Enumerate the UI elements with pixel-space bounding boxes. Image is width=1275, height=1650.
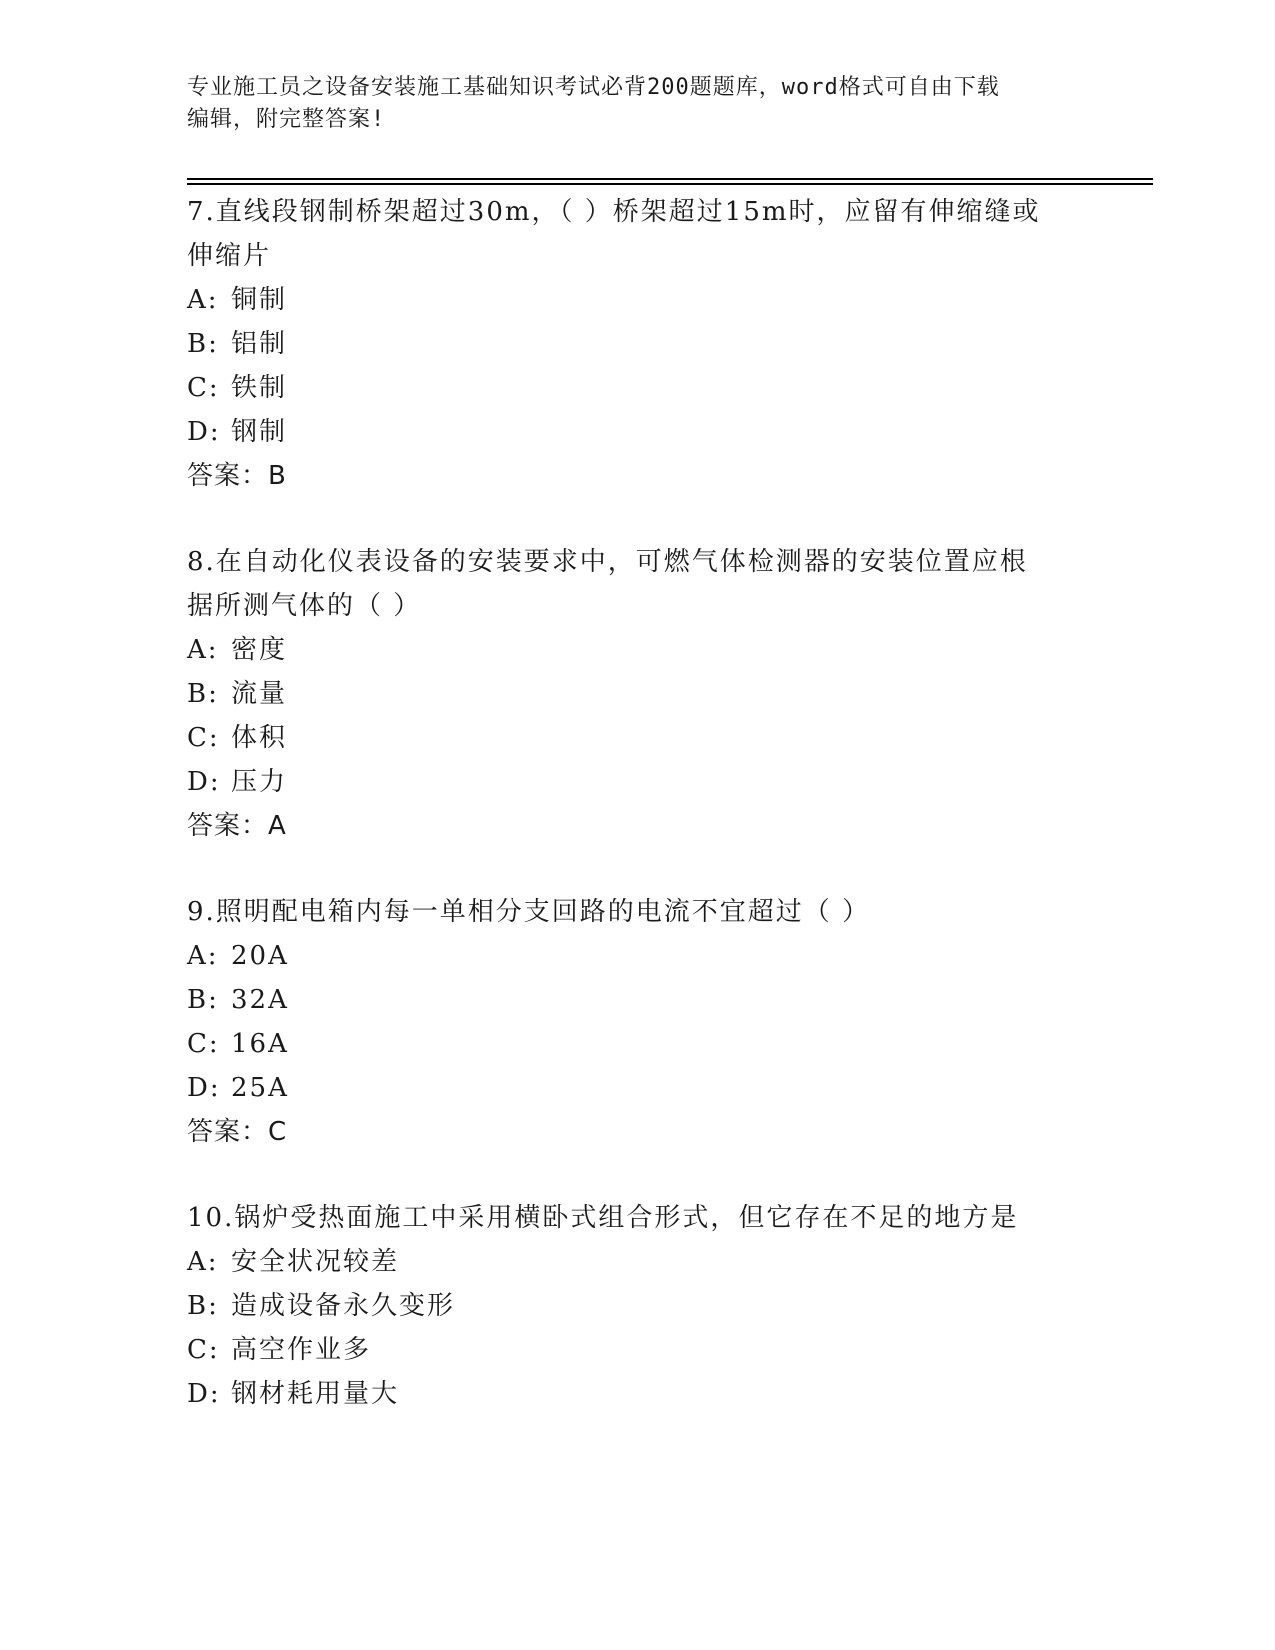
question-stem: 10.锅炉受热面施工中采用横卧式组合形式，但它存在不足的地方是 (187, 1203, 1019, 1233)
option-text: 高空作业多 (231, 1335, 372, 1365)
document-header (187, 72, 1087, 136)
option-key: B: (187, 329, 219, 359)
option-b (187, 978, 1087, 1022)
option-c (187, 1328, 1087, 1372)
answer-label: 答案：C (187, 1117, 288, 1147)
option-c (187, 1022, 1087, 1066)
option-a (187, 1240, 1087, 1284)
option-d (187, 1372, 1087, 1416)
option-key: A: (187, 1247, 219, 1277)
option-key: C: (187, 373, 220, 403)
question-7 (187, 190, 1087, 498)
question-stem: 7.直线段钢制桥架超过30m，（ ）桥架超过15m时，应留有伸缩缝或 (187, 197, 1041, 227)
question-stem: 8.在自动化仪表设备的安装要求中，可燃气体检测器的安装位置应根 (187, 547, 1028, 577)
option-text: 铜制 (231, 285, 288, 315)
question-10 (187, 1196, 1087, 1416)
option-text: 密度 (231, 635, 288, 665)
option-d (187, 760, 1087, 804)
option-c (187, 366, 1087, 410)
answer-label: 答案：B (187, 461, 287, 491)
option-key: D: (187, 767, 221, 797)
option-key: A: (187, 941, 219, 971)
option-text: 铁制 (231, 373, 288, 403)
question-stem-continued: 伸缩片 (187, 241, 272, 271)
option-b (187, 322, 1087, 366)
option-key: B: (187, 1291, 219, 1321)
question-stem: 9.照明配电箱内每一单相分支回路的电流不宜超过（ ） (187, 897, 871, 927)
header-divider-bottom (187, 183, 1153, 185)
header-line-2: 编辑，附完整答案! (187, 107, 386, 132)
option-text: 钢制 (231, 417, 288, 447)
option-key: B: (187, 679, 219, 709)
header-line-1: 专业施工员之设备安装施工基础知识考试必背200题题库，word格式可自由下载 (187, 75, 1000, 100)
option-text: 安全状况较差 (231, 1247, 400, 1277)
option-c (187, 716, 1087, 760)
option-d (187, 1066, 1087, 1110)
option-text: 造成设备永久变形 (231, 1291, 456, 1321)
option-text: 20A (231, 941, 289, 971)
option-text: 压力 (231, 767, 288, 797)
option-text: 铝制 (231, 329, 288, 359)
option-b (187, 672, 1087, 716)
question-stem-continued: 据所测气体的（ ） (187, 591, 422, 621)
question-8 (187, 540, 1087, 848)
option-key: B: (187, 985, 219, 1015)
option-text: 钢材耗用量大 (231, 1379, 400, 1409)
option-key: C: (187, 1029, 220, 1059)
option-a (187, 278, 1087, 322)
option-key: C: (187, 1335, 220, 1365)
question-list (187, 190, 1087, 1458)
option-d (187, 410, 1087, 454)
header-divider-top (187, 178, 1153, 180)
option-a (187, 934, 1087, 978)
option-key: C: (187, 723, 220, 753)
option-key: A: (187, 635, 219, 665)
answer-label: 答案：A (187, 811, 287, 841)
option-text: 25A (231, 1073, 289, 1103)
option-b (187, 1284, 1087, 1328)
question-9 (187, 890, 1087, 1154)
option-key: D: (187, 1073, 221, 1103)
option-text: 流量 (231, 679, 288, 709)
option-key: A: (187, 285, 219, 315)
option-text: 体积 (231, 723, 288, 753)
option-key: D: (187, 417, 221, 447)
option-a (187, 628, 1087, 672)
option-key: D: (187, 1379, 221, 1409)
option-text: 16A (231, 1029, 289, 1059)
option-text: 32A (231, 985, 289, 1015)
